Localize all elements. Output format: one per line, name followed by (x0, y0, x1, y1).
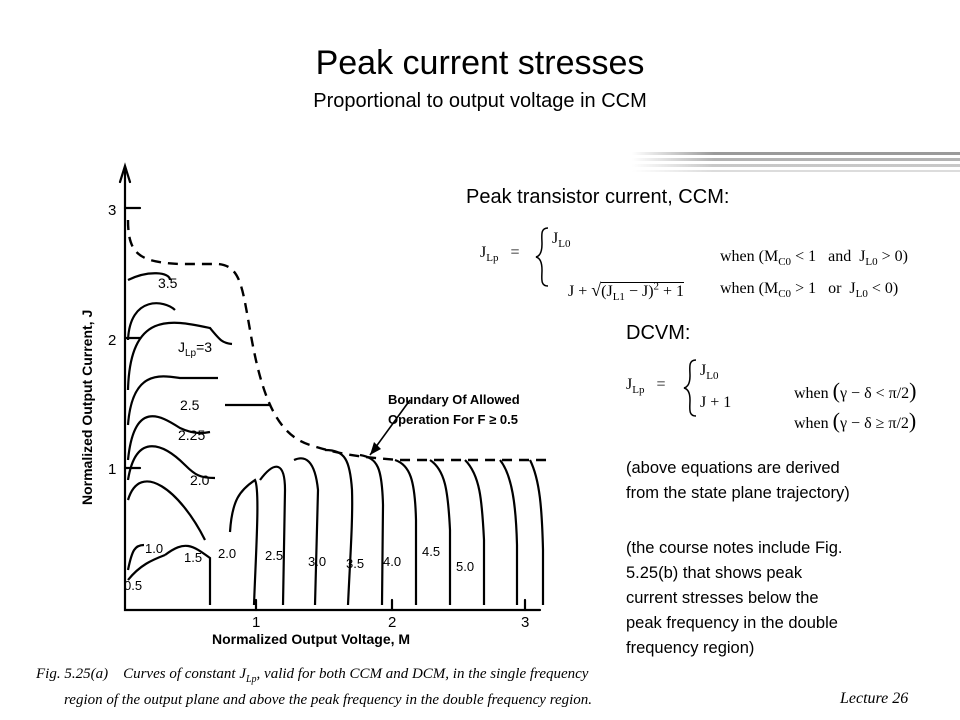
slide-subtitle: Proportional to output voltage in CCM (313, 90, 647, 112)
curve-1.5 (230, 480, 257, 605)
curve-2.0-low (260, 467, 285, 605)
ccm-case1-condition: when ($M_{C0} < 1$ and $J_{L0} > 0$) (720, 248, 909, 269)
dcvm-case2-condition: when (γ − δ ≥ π/2) (794, 408, 917, 433)
label-low-5.0: 5.0 (456, 559, 475, 574)
curve-3.5-low (360, 455, 383, 605)
curve-3.0 (325, 450, 352, 605)
curve-5.0 (465, 460, 484, 605)
dcvm-case2-expr: J + 1 (700, 394, 732, 411)
label-low-3.0: 3.0 (308, 554, 327, 569)
lecture-footer: Lecture 26 (840, 690, 909, 707)
label-2.0: 2.0 (190, 472, 210, 488)
y-tick-3: 3 (108, 202, 117, 219)
dcvm-case1-condition: when (γ − δ < π/2) (794, 378, 917, 403)
label-jlp-3: $J_{Lp}=3$ (178, 339, 213, 359)
x-tick-3: 3 (521, 614, 530, 631)
label-2.5: 2.5 (180, 397, 200, 413)
curve-2.5-low (294, 458, 318, 605)
y-axis-label: Normalized Output Current, J (79, 309, 95, 505)
boundary-label-line1: Boundary Of Allowed (388, 392, 520, 407)
label-low-0.5: 0.5 (124, 578, 143, 593)
curve-1.0 (128, 555, 165, 580)
ccm-case1-expr: $J_{L0}$ (552, 230, 571, 251)
dcvm-heading: DCVM: (626, 322, 691, 344)
label-low-2.5: 2.5 (265, 548, 284, 563)
boundary-label-line2: Operation For F ≥ 0.5 (388, 412, 518, 427)
label-low-4.0: 4.0 (383, 554, 402, 569)
label-low-1.0: 1.0 (145, 541, 164, 556)
label-3.5: 3.5 (158, 275, 178, 291)
ccm-heading: Peak transistor current, CCM: (466, 186, 730, 208)
curve-3 (128, 323, 232, 390)
label-2.25: 2.25 (178, 427, 206, 443)
curve-2.5-a (128, 376, 218, 425)
dcvm-case1-expr: $J_{L0}$ (700, 362, 719, 383)
label-low-3.5: 3.5 (346, 556, 365, 571)
label-low-1.5: 1.5 (184, 550, 203, 565)
x-axis-label: Normalized Output Voltage, M (212, 631, 411, 647)
ccm-equation: $J_{Lp}$ = $J_{L0}$ when ($M_{C0} < 1$ and $J_{L0} > 0$) $J + √(J_{L1} - J)^2 + 1$ when ($M_{C0} > 1$ or $J_{L0} < 0$) (480, 226, 940, 296)
note-course-notes: (the course notes include Fig. 5.25(b) that shows peak current stresses below the peak frequency in the double frequency region) (626, 539, 843, 657)
y-tick-2: 2 (108, 332, 117, 349)
y-tick-1: 1 (108, 461, 117, 478)
x-tick-1: 1 (252, 614, 261, 631)
ccm-brace (534, 226, 550, 288)
figure-caption: Fig. 5.25(a) Curves of constant $J_{Lp}$, valid for both CCM and DCM, in the single frequency region of the output plane and above the peak frequency in the double frequency region. (36, 666, 593, 708)
note-derivation: (above equations are derived from the state plane trajectory) (626, 459, 850, 502)
dcvm-brace (682, 358, 698, 418)
ccm-case2-expr: $J + √(J_{L1} - J)^2 + 1$ (568, 280, 685, 304)
label-low-2.0: 2.0 (218, 546, 237, 561)
label-low-4.5: 4.5 (422, 544, 441, 559)
curve-4.5 (430, 460, 450, 605)
x-tick-2: 2 (388, 614, 397, 631)
decorative-rule-lines (632, 150, 960, 176)
curve-4.0 (395, 460, 416, 605)
dcvm-equation: $J_{Lp}$ = $J_{L0}$ when (γ − δ < π/2) J + 1 when (γ − δ ≥ π/2) (626, 358, 946, 422)
ccm-case2-condition: when ($M_{C0} > 1$ or $J_{L0} < 0$) (720, 280, 899, 301)
slide-title: Peak current stresses (315, 44, 645, 82)
figure-axes (125, 168, 540, 610)
